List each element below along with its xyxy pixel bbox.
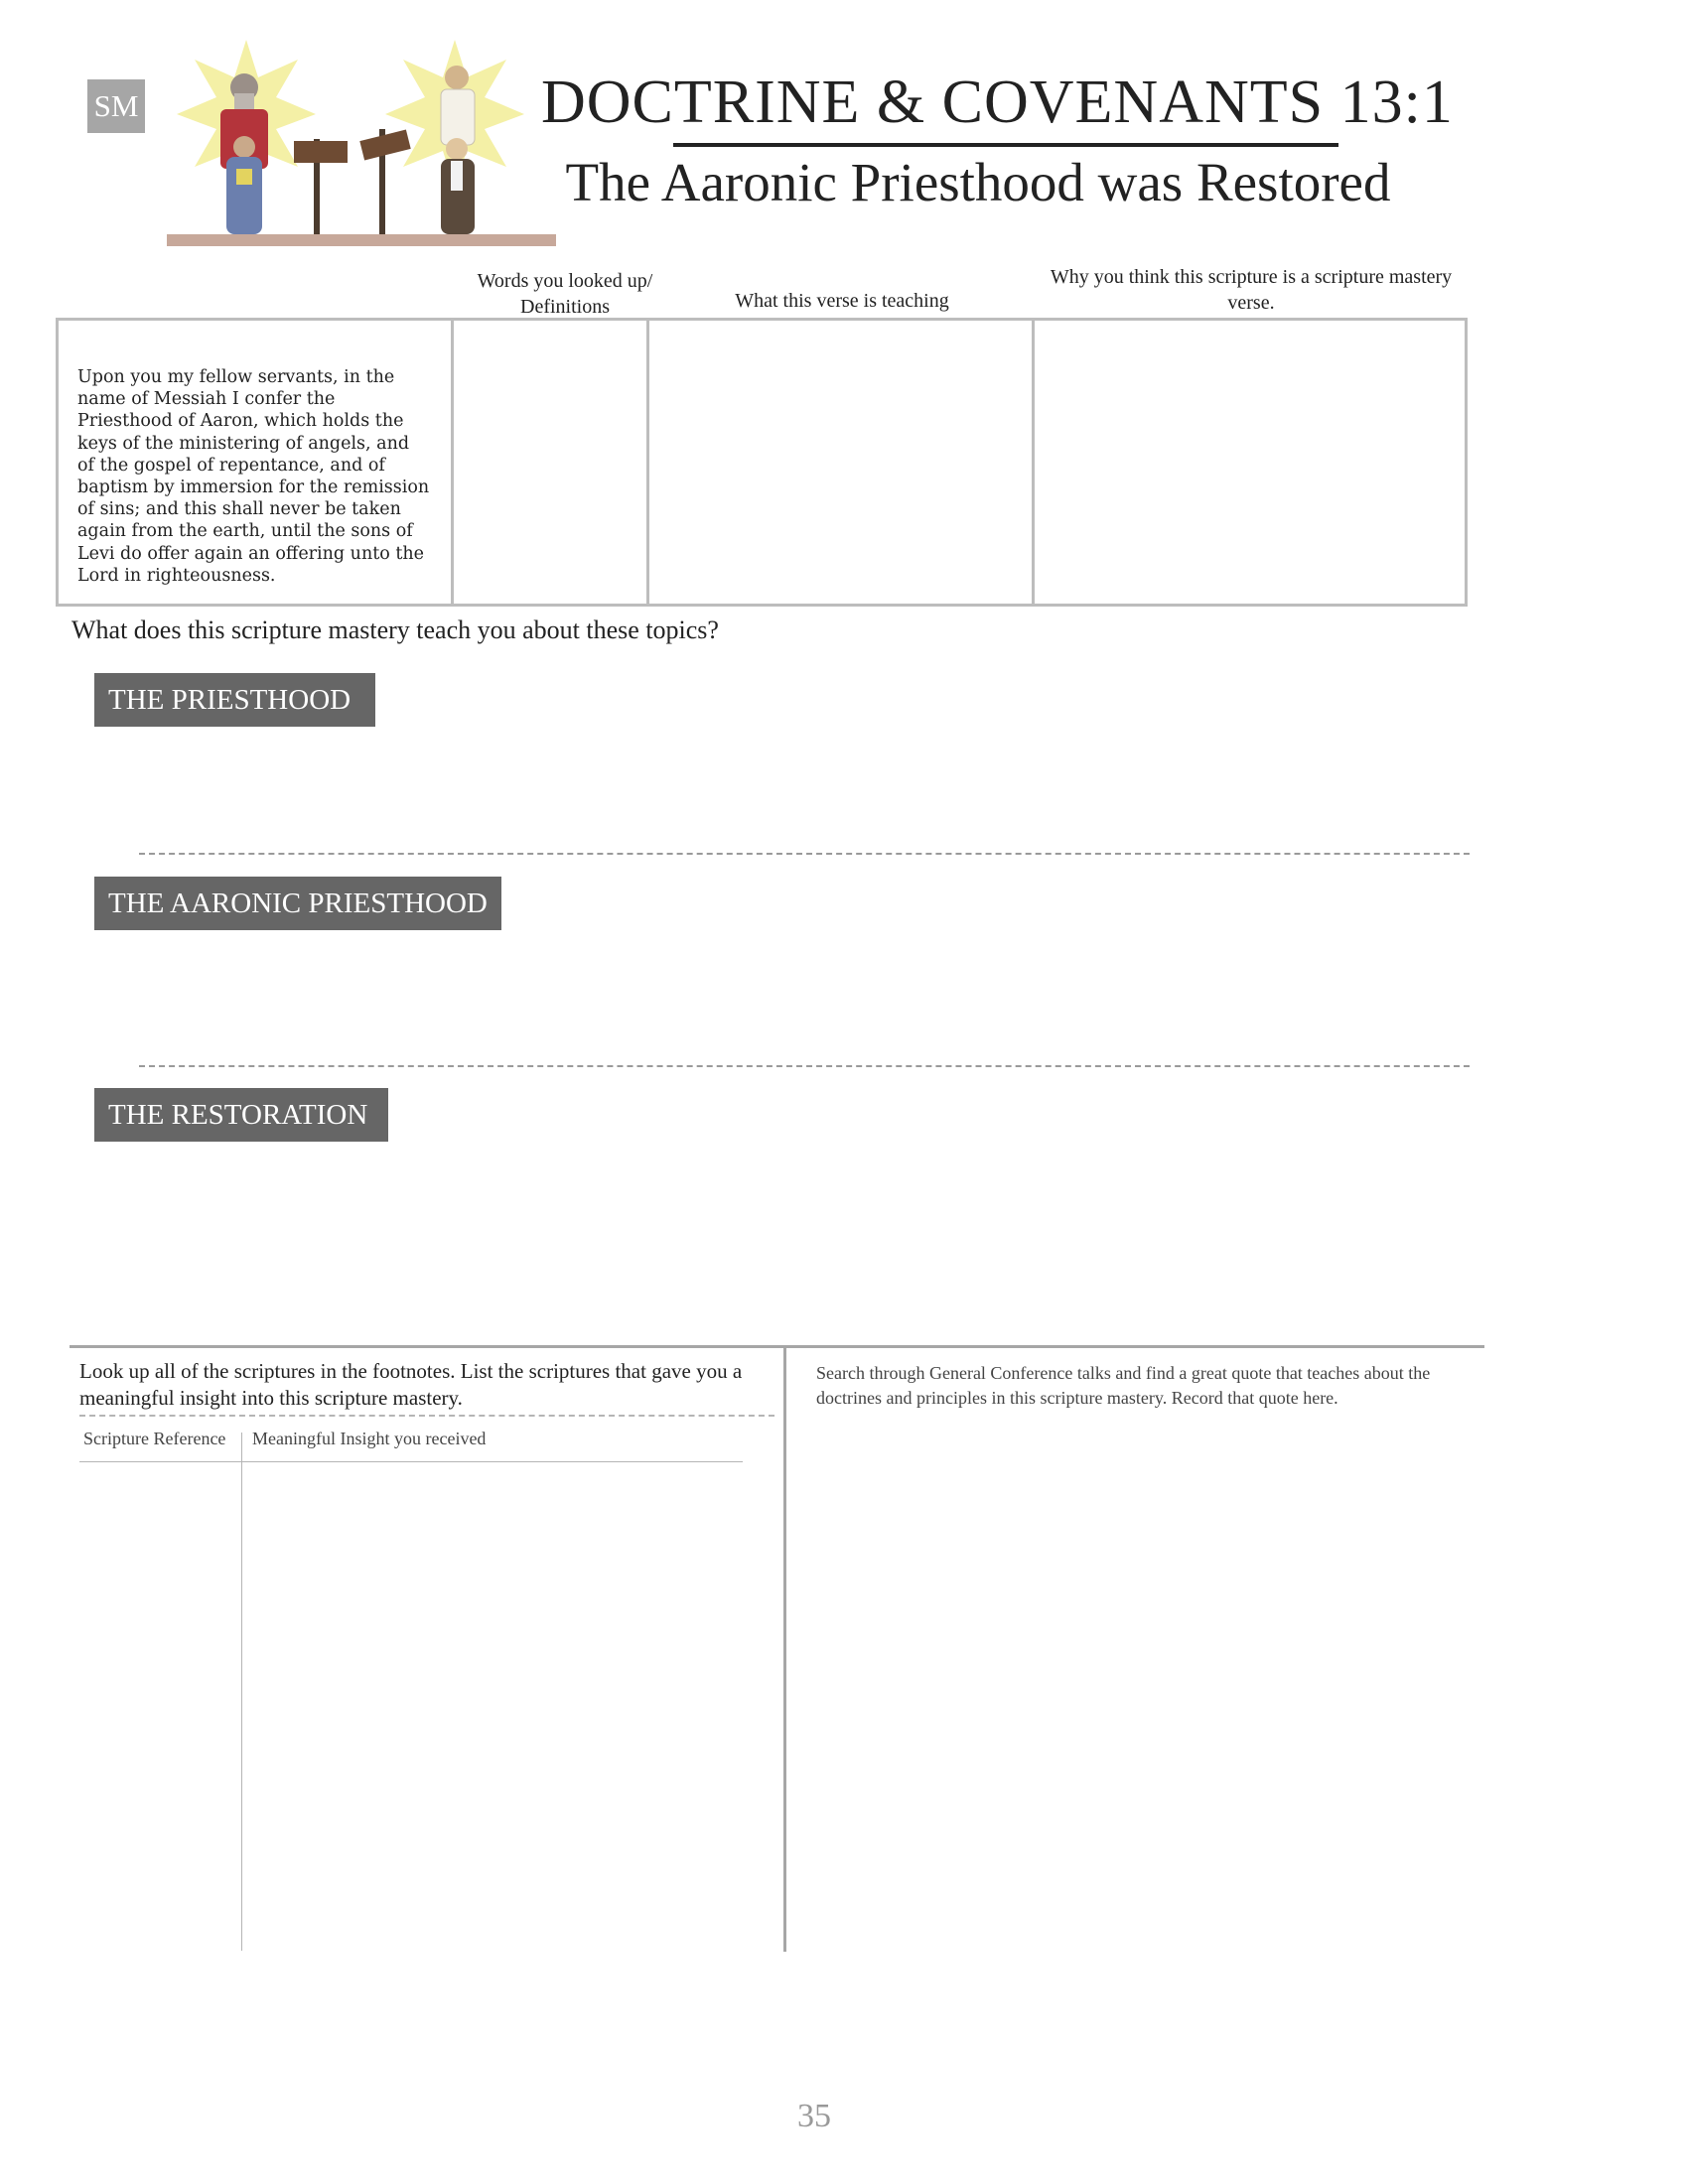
page-title: DOCTRINE & COVENANTS 13:1 bbox=[541, 68, 1454, 136]
footnotes-dash-rule bbox=[79, 1415, 774, 1417]
topic-banner-priesthood: THE PRIESTHOOD bbox=[94, 673, 375, 727]
topic-divider-1 bbox=[139, 853, 1470, 855]
page-subtitle: The Aaronic Priesthood was Restored bbox=[565, 152, 1391, 212]
sm-badge: SM bbox=[87, 79, 145, 133]
ground bbox=[167, 234, 556, 246]
words-cell[interactable] bbox=[454, 321, 646, 604]
meaningful-insight-area[interactable] bbox=[244, 1465, 771, 1950]
footnotes-instructions: Look up all of the scriptures in the footnotes. List the scriptures that gave you a meaningful insight into this scripture mastery. bbox=[79, 1359, 743, 1410]
topic-answer-area-aaronic-priesthood[interactable] bbox=[94, 938, 1470, 1055]
bottom-section-divider bbox=[783, 1348, 786, 1952]
left-kneeling-body bbox=[226, 157, 262, 234]
topic-divider-2 bbox=[139, 1065, 1470, 1067]
priesthood-illustration bbox=[167, 40, 556, 248]
conference-quote-area[interactable] bbox=[816, 1420, 1491, 1950]
footnotes-column-rule bbox=[241, 1433, 242, 1951]
right-standing-body bbox=[441, 89, 475, 145]
column-header-words: Words you looked up/ Definitions bbox=[477, 270, 653, 318]
page-number: 35 bbox=[797, 2098, 831, 2134]
right-standing-head bbox=[445, 66, 469, 89]
left-kneeling-head bbox=[233, 136, 255, 158]
right-kneeling-head bbox=[446, 138, 468, 160]
topic-banner-restoration: THE RESTORATION bbox=[94, 1088, 388, 1142]
signpost-left-board bbox=[294, 141, 348, 163]
title-rule bbox=[673, 143, 1338, 147]
topic-answer-area-priesthood[interactable] bbox=[94, 735, 1470, 844]
left-kneeling-sash bbox=[236, 169, 252, 185]
topics-question: What does this scripture mastery teach you about these topics? bbox=[71, 615, 719, 644]
scripture-reference-area[interactable] bbox=[79, 1465, 238, 1950]
why-cell[interactable] bbox=[1035, 321, 1465, 604]
topic-answer-area-restoration[interactable] bbox=[94, 1150, 1470, 1333]
bottom-section-rule bbox=[70, 1345, 1484, 1348]
column-header-why: Why you think this scripture is a scripture mastery verse. bbox=[1050, 266, 1453, 314]
meaningful-insight-header: Meaningful Insight you received bbox=[252, 1429, 487, 1448]
conference-quote-instructions: Search through General Conference talks and find a great quote that teaches about the doctrines and principles in this scripture mastery. Record that quote here. bbox=[816, 1363, 1431, 1408]
verse-text: Upon you my fellow servants, in the name of Messiah I confer the Priesthood of Aaron, which holds the keys of the ministering of angels, and of the gospel of repentance, and of baptism by immersion for the remission of sins; and this shall never be taken again from the earth, until the sons of Levi do offer again an offering unto the Lord in righteousness. bbox=[77, 367, 430, 586]
footnotes-header-rule bbox=[79, 1461, 743, 1462]
scripture-reference-header: Scripture Reference bbox=[83, 1429, 226, 1448]
topic-banner-aaronic-priesthood: THE AARONIC PRIESTHOOD bbox=[94, 877, 501, 930]
right-kneeling-shirt bbox=[451, 161, 463, 191]
column-header-teaching: What this verse is teaching bbox=[735, 290, 949, 312]
teaching-cell[interactable] bbox=[649, 321, 1032, 604]
